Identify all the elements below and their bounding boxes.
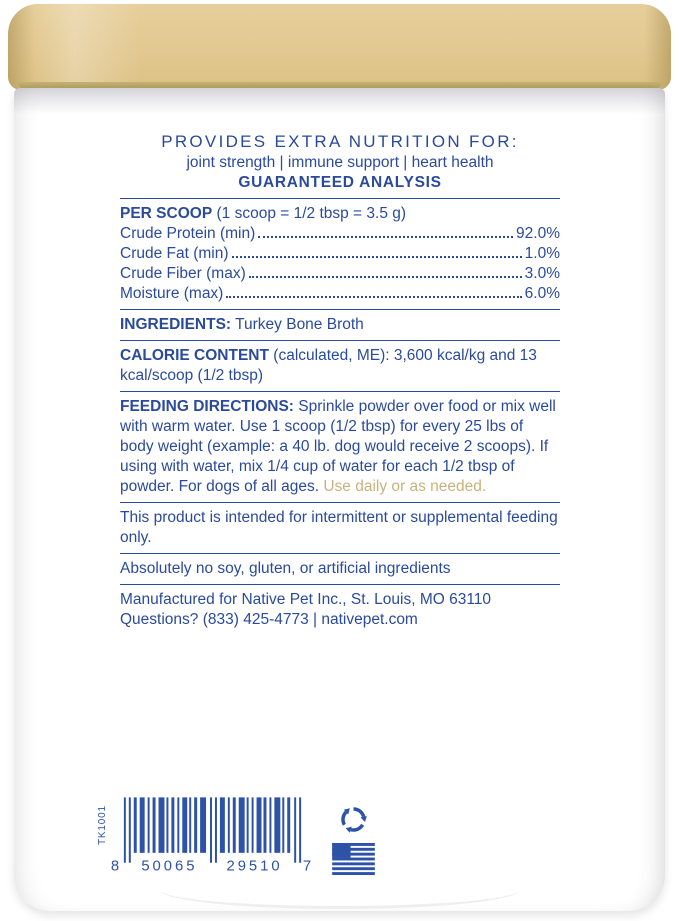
ingredients-line [120,315,560,335]
back-label [120,131,560,630]
barcode-bars [124,797,301,862]
recycle-icon [335,802,372,837]
analysis-row-name: Moisture (max) [120,285,224,302]
dotted-leader [226,296,521,298]
barcode-digit-right: 7 [302,858,312,875]
feeding-directions [120,397,560,497]
section-rule [120,198,560,199]
dotted-leader [258,236,513,238]
analysis-row-value: 6.0% [524,285,560,302]
section-rule [120,502,560,503]
section-rule [120,553,560,554]
analysis-row-value: 3.0% [524,265,560,282]
no-artificial-notice: Absolutely no soy, gluten, or artificial ingredients [120,560,451,577]
contact-line: Questions? (833) 425-4773 | nativepet.com [120,611,418,628]
per-scoop-label: PER SCOOP [120,205,213,222]
barcode-digit-group2: 29510 [226,858,283,875]
analysis-row-value: 1.0% [524,245,560,262]
analysis-row-value: 92.0% [516,225,560,242]
dotted-leader [249,276,522,278]
provides-heading: PROVIDES EXTRA NUTRITION FOR: [161,132,519,151]
per-scoop-line [120,204,560,224]
label-footer [97,795,375,877]
section-rule [120,340,560,341]
feeding-highlight: Use daily or as needed. [323,478,487,495]
sku-code: TK1001 [97,805,108,845]
per-scoop-detail: (1 scoop = 1/2 tbsp = 3.5 g) [216,205,407,222]
benefits-text: joint strength | immune support | heart health [186,154,494,171]
barcode-digit-left: 8 [110,858,120,875]
calorie-content-label: CALORIE CONTENT [120,347,269,364]
footer-icons [332,795,375,875]
barcode-digit-group1: 50065 [141,858,198,875]
ingredients-value: Turkey Bone Broth [235,316,364,333]
analysis-row-name: Crude Fiber (max) [120,265,246,282]
ingredients-label: INGREDIENTS: [120,316,232,333]
upc-barcode [110,795,312,877]
analysis-row [120,264,560,284]
analysis-row-name: Crude Fat (min) [120,245,229,262]
section-rule [120,584,560,585]
feeding-directions-label: FEEDING DIRECTIONS: [120,398,294,415]
manufacturer-line: Manufactured for Native Pet Inc., St. Louis, MO 63110 [120,591,492,608]
us-flag-icon [332,843,375,875]
analysis-row [120,224,560,244]
supplemental-notice: This product is intended for intermittent or supplemental feeding only. [120,509,558,546]
analysis-row [120,284,560,304]
guaranteed-analysis-title: GUARANTEED ANALYSIS [238,174,442,191]
calorie-content-line [120,346,560,386]
dotted-leader [232,256,522,258]
feeding-directions-text: Sprinkle powder over food or mix well with warm water. Use 1 scoop (1/2 tbsp) for every 25 lbs of body weight (example: a 40 lb. dog would receive 2 scoops). If using with water, mix 1/4 cup of water for each 1/2 tbsp of powder. For dogs of all ages. [120,398,556,495]
jar-lid [8,4,671,90]
calorie-content-value: (calculated, ME): 3,600 kcal/kg and 13 kcal/scoop (1/2 tbsp) [120,347,537,384]
analysis-row [120,244,560,264]
under-lid-shadow [14,88,665,114]
section-rule [120,391,560,392]
analysis-row-name: Crude Protein (min) [120,225,256,242]
section-rule [120,309,560,310]
